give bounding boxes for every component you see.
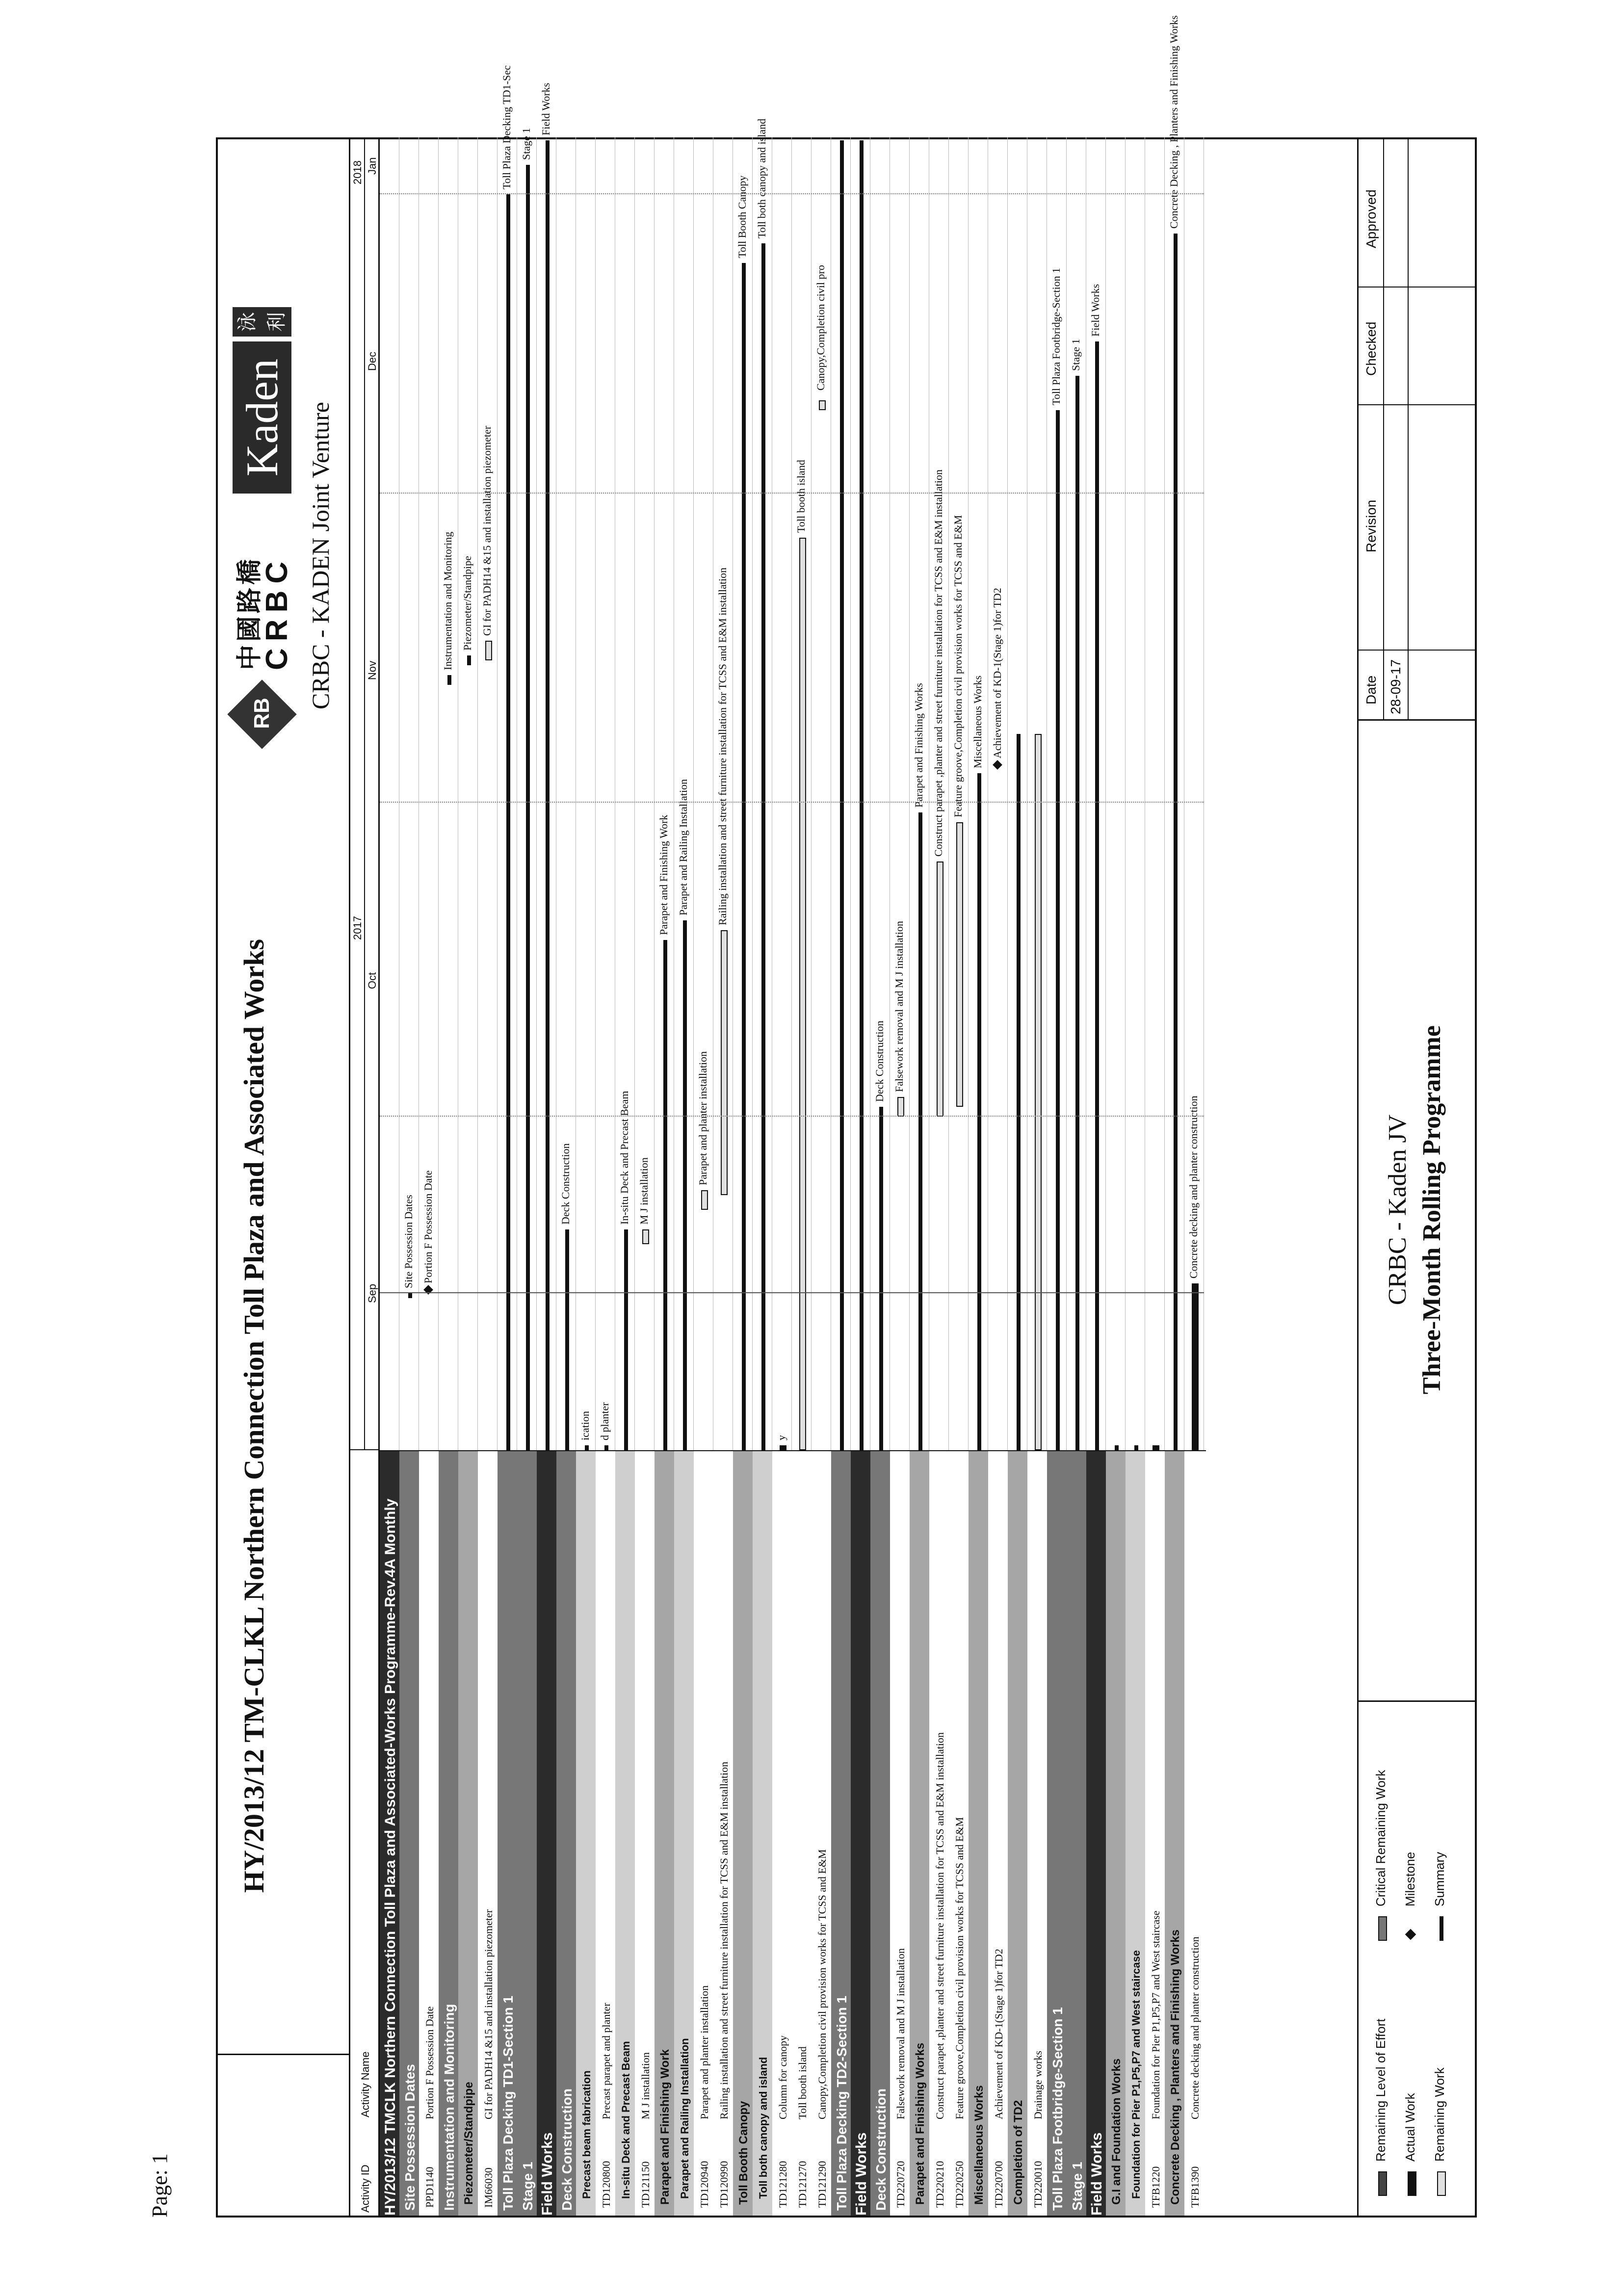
date-header: Date: [1363, 675, 1379, 704]
legend-remaining: Remaining Work: [1432, 2067, 1447, 2162]
group-row: [1008, 139, 1029, 2216]
group-row: [674, 139, 696, 2216]
activity-name: In-situ Deck and Precast Beam: [620, 2041, 632, 2199]
row-label: [498, 1450, 519, 2216]
bar-label: Deck Construction: [873, 1020, 886, 1102]
actual-bar: [1153, 1445, 1159, 1450]
programme-sheet: [216, 15, 1477, 2218]
bar-label: Railing installation and street furniture installation for TCSS and E&M installation: [716, 567, 729, 925]
group-row: [831, 139, 853, 2216]
row-label: [1106, 1450, 1127, 2216]
group-row: [1067, 139, 1088, 2216]
bar-label: Parapet and Railing Installation: [677, 779, 689, 915]
title-left-cell: [218, 2054, 350, 2216]
row-label: [615, 1450, 637, 2216]
row-label: [694, 1450, 715, 2216]
group-row: [870, 139, 892, 2216]
bar-label: y: [775, 1435, 787, 1440]
remaining-bar: [799, 538, 806, 1450]
activity-name: Parapet and Finishing Works: [914, 2042, 927, 2205]
title-bar: [218, 139, 350, 2216]
summary-bar: [860, 140, 864, 1450]
activity-row: [713, 139, 735, 2216]
activity-name: Foundation for Pier P1,P5,P7 and West staircase: [1150, 1910, 1162, 2119]
bar-label: In-situ Deck and Precast Beam: [618, 1091, 630, 1225]
activity-table: [380, 15, 1243, 2216]
activity-row: [792, 139, 813, 2216]
remaining-bar: [642, 1229, 649, 1244]
row-label: [458, 1450, 480, 2216]
row-label: [1126, 1450, 1147, 2216]
approved-header: Approved: [1363, 189, 1379, 248]
milestone-marker: [993, 760, 1002, 770]
remaining-bar: [1035, 734, 1042, 1450]
legend-milestone: Milestone: [1403, 1852, 1417, 1906]
jv-logo-block: [223, 140, 345, 768]
row-label: [792, 1450, 813, 2216]
revision-cell: [1359, 137, 1476, 719]
group-row: [556, 139, 578, 2216]
month-gridline: [380, 1116, 1204, 1117]
group-row: [969, 139, 990, 2216]
summary-bar: [408, 1293, 412, 1298]
summary-bar: [977, 773, 981, 1450]
revision-col-line-2: [1359, 404, 1476, 405]
group-row: [576, 139, 598, 2216]
group-row: [1086, 139, 1108, 2216]
remaining-bar: [701, 1190, 708, 1210]
activity-name: Toll booth island: [796, 2046, 809, 2119]
activity-id: TD220700: [993, 2161, 1005, 2208]
activity-name: Parapet and Finishing Work: [658, 2049, 672, 2205]
activity-row: [988, 139, 1010, 2216]
bar-label: Parapet and planter installation: [697, 1051, 709, 1185]
activity-name: Feature groove,Completion civil provision works for TCSS and E&M: [953, 1817, 966, 2119]
activity-row: [694, 139, 715, 2216]
activity-name: Canopy,Completion civil provision works for TCSS and E&M: [816, 1849, 828, 2119]
remaining-bar: [956, 822, 963, 1107]
activity-id: PPD1140: [423, 2166, 436, 2208]
summary-bar: [879, 1107, 883, 1450]
activity-row: [1145, 139, 1167, 2216]
bar-label: Deck Construction: [559, 1143, 572, 1225]
activity-name: Stage 1: [1070, 2162, 1085, 2211]
row-label: [870, 1450, 892, 2216]
group-row: [1126, 139, 1147, 2216]
activity-name: Field Works: [853, 2132, 869, 2216]
bar-label: Construct parapet ,planter and street furniture installation for TCSS and E&M installation: [932, 470, 944, 857]
group-row: [439, 139, 460, 2216]
activity-name: Toll Plaza Decking TD2-Section 1: [834, 1995, 849, 2211]
month-nov: Nov: [366, 660, 378, 680]
row-label: [851, 1450, 872, 2216]
row-label: [713, 1450, 735, 2216]
activity-id: TD220210: [934, 2161, 946, 2208]
row-label: [1027, 1450, 1049, 2216]
column-header: [350, 139, 380, 2216]
group-row: [655, 139, 676, 2216]
activity-name: Piezometer/Standpipe: [462, 2082, 475, 2205]
row-label: [674, 1450, 696, 2216]
group-row: [910, 139, 931, 2216]
activity-name: Precast beam fabrication: [580, 2070, 593, 2199]
row-label: [988, 1450, 1010, 2216]
row-label: [517, 1450, 539, 2216]
activity-name: G.I and Foundation Works: [1110, 2058, 1123, 2205]
activity-name: Column for canopy: [777, 2035, 789, 2119]
activity-name: Falsework removal and M J installation: [894, 1948, 907, 2119]
activity-id: TD120940: [698, 2161, 710, 2208]
summary-bar: [447, 675, 451, 685]
bar-label: Toll Plaza Decking TD1-Sec: [500, 65, 513, 189]
revision-header-line: [1383, 137, 1384, 719]
bar-label: Miscellaneous Works: [971, 675, 984, 768]
activity-name: Concrete decking and planter construction: [1189, 1936, 1201, 2119]
row-label: [399, 1450, 421, 2216]
summary-bar: [546, 140, 550, 1450]
row-label: [1086, 1450, 1108, 2216]
group-row: [615, 139, 637, 2216]
summary-bar-icon: [1440, 1916, 1443, 1941]
group-row: [1106, 139, 1127, 2216]
bar-label: Concrete Decking , Planters and Finishing Works: [1168, 15, 1180, 229]
bar-label: d planter: [599, 1402, 611, 1440]
row-label: [596, 1450, 617, 2216]
summary-bar: [565, 1229, 569, 1450]
summary-bar: [1056, 410, 1060, 1450]
remaining-bar: [897, 1097, 904, 1117]
group-row: [380, 139, 401, 2216]
activity-row: [419, 139, 441, 2216]
activity-row: [635, 139, 656, 2216]
activity-row: [772, 139, 794, 2216]
group-row: [399, 139, 421, 2216]
row-label: [831, 1450, 853, 2216]
summary-bar: [918, 812, 922, 1450]
summary-bar: [1017, 734, 1021, 1450]
activity-id: TD220010: [1032, 2161, 1044, 2208]
group-row: [733, 139, 755, 2216]
activity-row: [890, 139, 912, 2216]
legend-swatch-actual: [1408, 2171, 1416, 2196]
group-row: [851, 139, 872, 2216]
row-label: [1184, 1450, 1206, 2216]
activity-id: TD121150: [639, 2161, 652, 2208]
actual-bar: [780, 1445, 786, 1450]
bar-label: Parapet and Finishing Works: [913, 683, 925, 808]
bar-label: Portion F Possession Date: [422, 1170, 434, 1283]
legend-critical: Critical Remaining Work: [1373, 1770, 1388, 1906]
activity-row: [1184, 139, 1206, 2216]
activity-name: Toll Plaza Footbridge-Section 1: [1050, 2007, 1065, 2211]
checked-header: Checked: [1363, 321, 1379, 376]
row-label: [929, 1450, 951, 2216]
bar-label: Falsework removal and M J installation: [893, 921, 905, 1092]
group-row: [537, 82, 558, 2216]
bar-label: Field Works: [1089, 284, 1101, 337]
legend-remaining-level: Remaining Level of Effort: [1373, 2018, 1388, 2162]
summary-bar: [526, 165, 530, 1450]
bar-label: Achievement of KD-1(Stage 1)for TD2: [991, 588, 1003, 758]
row-label: [910, 1450, 931, 2216]
bar-label: Piezometer/Standpipe: [461, 555, 473, 651]
activity-name: GI for PADH14 &15 and installation piezometer: [482, 1909, 495, 2119]
month-jan: Jan: [366, 157, 378, 175]
footer-title-line2: Three-Month Rolling Programme: [1418, 1025, 1446, 1394]
summary-bar: [742, 263, 746, 1450]
programme-title: HY/2013/12 TM-CLKL Northern Connection Toll Plaza and Associated Works: [238, 939, 270, 1893]
activity-name: Stage 1: [520, 2162, 535, 2211]
bar-label: Toll both canopy and island: [756, 118, 768, 238]
date-value: 28-09-17: [1388, 659, 1403, 714]
activity-name: Deck Construction: [873, 2088, 889, 2211]
row-label: [772, 1450, 794, 2216]
footer-title-cell: [1359, 719, 1476, 1700]
summary-bar: [1075, 376, 1079, 1450]
bar-label: Toll Plaza Footbridge-Section 1: [1050, 267, 1062, 405]
activity-row: [1027, 139, 1049, 2216]
group-row: [1165, 15, 1186, 2216]
remaining-bar: [485, 641, 492, 660]
row-label: [890, 1450, 912, 2216]
legend-summary: Summary: [1432, 1852, 1447, 1906]
activity-id: IM66030: [482, 2167, 495, 2208]
kaden-logo: Kaden: [233, 341, 291, 494]
activity-name: Railing installation and street furniture installation for TCSS and E&M installation: [718, 1761, 730, 2119]
activity-id: TD220250: [953, 2161, 966, 2208]
activity-row: [949, 139, 970, 2216]
year-2017-label: 2017: [351, 916, 364, 940]
summary-bar: [624, 1229, 628, 1450]
activity-name: Deck Construction: [559, 2088, 575, 2211]
group-row: [753, 118, 774, 2216]
bar-label: M J installation: [638, 1157, 650, 1225]
activity-name: Achievement of KD-1(Stage 1)for TD2: [993, 1949, 1005, 2119]
row-label: [733, 1450, 755, 2216]
row-label: [556, 1450, 578, 2216]
kaden-chinese-logo: 泳利: [233, 307, 291, 337]
summary-bar: [1115, 1445, 1119, 1450]
row-label: [812, 1450, 833, 2216]
row-label: [380, 1450, 401, 2216]
summary-bar: [840, 140, 844, 1450]
group-row: [1047, 139, 1069, 2216]
activity-name: Foundation for Pier P1,P5,P7 and West staircase: [1130, 1950, 1142, 2199]
bar-label: Site Possession Dates: [402, 1195, 415, 1288]
remaining-bar: [819, 400, 826, 410]
month-oct: Oct: [366, 972, 378, 989]
legend-swatch-level: [1378, 2171, 1387, 2196]
activity-id: TD220720: [894, 2161, 907, 2208]
footer-title-line1: CRBC - Kaden JV: [1384, 1114, 1412, 1305]
summary-bar: [1134, 1445, 1138, 1450]
row-label: [439, 1450, 460, 2216]
group-row: [517, 128, 539, 2216]
summary-bar: [761, 243, 765, 1450]
legend-swatch-remaining: [1437, 2171, 1446, 2196]
group-row: [498, 65, 519, 2216]
bar-label: Instrumentation and Monitoring: [442, 531, 454, 670]
rb-logo-text: RB: [250, 698, 274, 729]
legend-swatch-critical: [1378, 1916, 1387, 1941]
group-row: [458, 139, 480, 2216]
month-sep: Sep: [366, 1283, 378, 1303]
month-dec: Dec: [366, 351, 378, 371]
activity-id: TD121270: [796, 2161, 809, 2208]
row-label: [1165, 1450, 1186, 2216]
summary-bar: [585, 1445, 589, 1450]
revision-col-line-1: [1359, 650, 1476, 651]
bar-label: Toll Booth Canopy: [736, 175, 748, 258]
row-label: [1067, 1450, 1088, 2216]
bar-label: Parapet and Finishing Work: [657, 814, 670, 935]
row-label: [969, 1450, 990, 2216]
activity-row: [812, 139, 833, 2216]
row-label: [576, 1450, 598, 2216]
activity-id: TFB1220: [1150, 2166, 1162, 2208]
activity-id: TD121280: [777, 2161, 789, 2208]
activity-id: TD120990: [718, 2161, 730, 2208]
month-gridline: [380, 193, 1204, 194]
year-2018-label: 2018: [351, 160, 364, 184]
data-date-line: [380, 1292, 1204, 1293]
activity-id: TD120800: [600, 2161, 612, 2208]
footer-block: [1357, 139, 1475, 2216]
bar-label: Toll booth island: [795, 460, 807, 533]
activity-row: [596, 139, 617, 2216]
remaining-bar: [721, 930, 728, 1195]
month-gridline: [380, 802, 1204, 803]
activity-name: Parapet and planter installation: [698, 1985, 710, 2119]
legend-actual: Actual Work: [1403, 2093, 1417, 2162]
activity-name: Field Works: [1089, 2132, 1105, 2216]
row-label: [635, 1450, 656, 2216]
summary-bar: [1174, 234, 1178, 1450]
actual-bar: [1192, 1283, 1199, 1450]
activity-name-header: Activity Name: [359, 2051, 371, 2117]
bar-label: Canopy,Completion civil pro: [814, 265, 827, 391]
activity-name: Completion of TD2: [1012, 2100, 1025, 2205]
row-label: [419, 1450, 441, 2216]
jv-name: CRBC - KADEN Joint Venture: [307, 402, 334, 709]
remaining-bar: [937, 861, 943, 1117]
activity-name: Parapet and Railing Installation: [679, 2038, 691, 2199]
bar-label: GI for PADH14 &15 and installation piezometer: [481, 425, 493, 636]
activity-row: [929, 139, 951, 2216]
activity-name: Precast parapet and planter: [600, 2003, 612, 2119]
bar-label: Field Works: [540, 82, 552, 135]
crbc-chinese-name: 中國路橋: [236, 556, 264, 670]
activity-id: TFB1390: [1189, 2166, 1201, 2208]
summary-bar: [663, 940, 667, 1450]
legend-cell: [1359, 1700, 1476, 2216]
summary-bar: [506, 194, 510, 1450]
activity-name: HY/2013/12 TMCLK Northern Connection Toll Plaza and Associated-Works Programme-Rev.4A Monthly: [382, 1498, 398, 2216]
summary-bar: [1095, 341, 1099, 1450]
activity-name: Toll Booth Canopy: [737, 2101, 750, 2205]
activity-name: Miscellaneous Works: [972, 2085, 986, 2205]
activity-name: Portion F Possession Date: [423, 2006, 436, 2119]
activity-name: Toll both canopy and island: [757, 2057, 769, 2199]
summary-bar: [683, 920, 687, 1450]
milestone-icon: [1405, 1929, 1416, 1940]
row-label: [949, 1450, 970, 2216]
activity-id: TD121290: [816, 2161, 828, 2208]
revision-row-line: [1408, 137, 1409, 719]
activity-name: Concrete Decking , Planters and Finishing Works: [1169, 1929, 1182, 2205]
activity-id-header: Activity ID: [359, 2165, 371, 2213]
activity-name: Drainage works: [1032, 2051, 1044, 2119]
crbc-english-name: CRBC: [260, 554, 294, 670]
revision-header: Revision: [1363, 499, 1379, 552]
activity-name: Field Works: [539, 2132, 555, 2216]
activity-name: Site Possession Dates: [402, 2064, 418, 2211]
row-label: [655, 1450, 676, 2216]
timescale-split-line: [364, 137, 365, 1450]
row-label: [478, 1450, 499, 2216]
page-number: Page: 1: [148, 2153, 172, 2218]
bar-label: ication: [579, 1411, 591, 1440]
row-label: [1008, 1450, 1029, 2216]
activity-name: Construct parapet ,planter and street furniture installation for TCSS and E&M installation: [934, 1732, 946, 2119]
bar-label: Concrete decking and planter construction: [1187, 1096, 1200, 1278]
summary-bar: [604, 1445, 608, 1450]
activity-name: Toll Plaza Decking TD1-Section 1: [500, 1995, 516, 2211]
activity-row: [478, 139, 499, 2216]
activity-name: M J installation: [639, 2052, 652, 2119]
activity-name: Instrumentation and Monitoring: [442, 2004, 457, 2211]
row-label: [537, 1450, 558, 2216]
row-label: [1047, 1450, 1069, 2216]
summary-bar: [467, 655, 471, 665]
bar-label: Stage 1: [1070, 339, 1082, 371]
month-gridline: [380, 493, 1204, 494]
bar-label: Feature groove,Completion civil provision works for TCSS and E&M: [952, 515, 964, 817]
row-label: [753, 1450, 774, 2216]
row-label: [1145, 1450, 1167, 2216]
bar-label: Stage 1: [520, 128, 532, 160]
